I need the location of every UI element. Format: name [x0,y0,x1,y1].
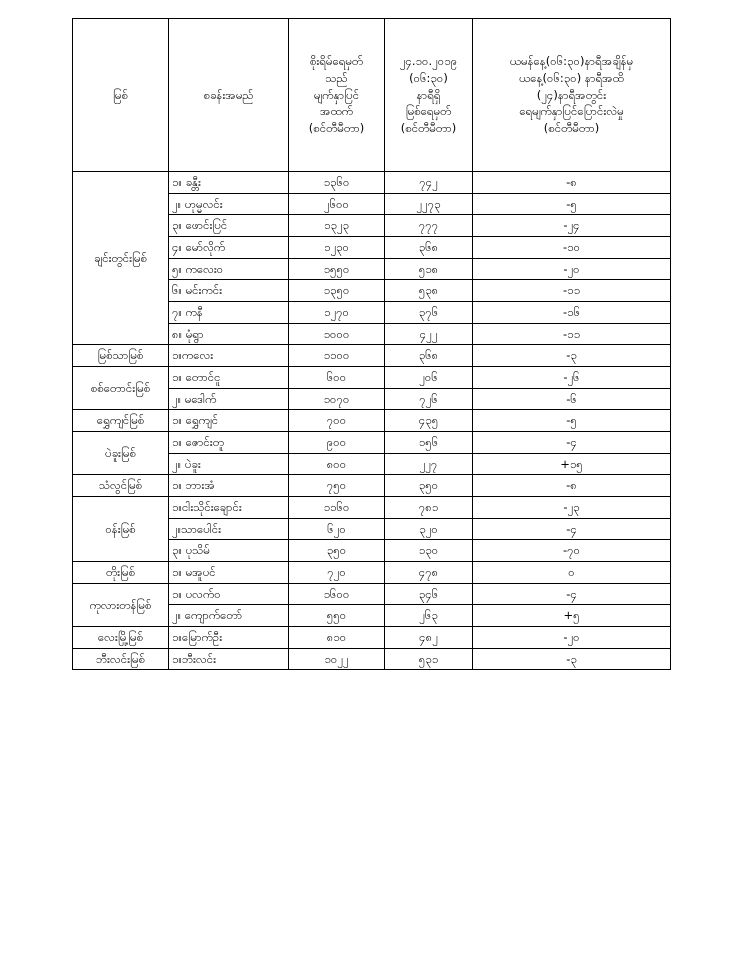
current-level-cell: ၄၃၅ [385,410,473,432]
danger-level-cell: ၁၃၆၀ [289,172,385,194]
change-cell: -၂၆ [473,367,671,389]
change-cell: -၂၀ [473,627,671,649]
station-cell: ၁။ငါးသိုင်းချောင်း [169,497,289,519]
change-cell: -၃ [473,345,671,367]
river-name-cell: ကုလားတန်မြစ် [73,583,169,626]
current-level-cell: ၂၆၃ [385,605,473,627]
danger-level-cell: ၁၅၅၀ [289,258,385,280]
table-row [73,648,671,670]
change-cell: ၀ [473,562,671,584]
danger-level-cell: ၆၂၀ [289,518,385,540]
table-header [73,19,671,172]
change-cell: -၂၄ [473,215,671,237]
current-level-cell: ၄၂၂ [385,323,473,345]
current-level-cell: ၂၂၇ [385,453,473,475]
current-level-cell: ၃၆၈ [385,345,473,367]
change-cell: +၅ [473,605,671,627]
change-cell: -၂၀ [473,258,671,280]
danger-level-cell: ၁၀၂၂ [289,648,385,670]
change-cell: -၁၆ [473,302,671,324]
station-cell: ၈။ မုံရွာ [169,323,289,345]
change-cell: -၈ [473,172,671,194]
river-name-cell: ဘီးလင်းမြစ် [73,648,169,670]
danger-level-cell: ၁၆၀၀ [289,583,385,605]
station-cell: ၁။ ခန္တီး [169,172,289,194]
current-level-cell: ၅၃၁ [385,648,473,670]
river-name-cell: မြစ်သာမြစ် [73,345,169,367]
current-level-cell: ၇၈၁ [385,497,473,519]
change-cell: +၁၅ [473,453,671,475]
danger-level-cell: ၅၅၀ [289,605,385,627]
station-cell: ၁။ ဘားအံ [169,475,289,497]
table-row [73,410,671,432]
table-row [73,172,671,194]
station-cell: ၂။ မဒေါက် [169,388,289,410]
river-name-cell: လေးမြို့မြစ် [73,627,169,649]
danger-level-cell: ၂၆၀၀ [289,193,385,215]
current-level-cell: ၁၅၆ [385,432,473,454]
station-cell: ၁။ မအူပင် [169,562,289,584]
change-cell: -၂၃ [473,497,671,519]
current-level-cell: ၇၇၇ [385,215,473,237]
table-row [73,367,671,389]
current-level-cell: ၇၄၂ [385,172,473,194]
danger-level-cell: ၁၁၆၀ [289,497,385,519]
river-name-cell: ဝန်းမြစ် [73,497,169,562]
current-level-cell: ၅၃၈ [385,280,473,302]
table-row [73,345,671,367]
danger-level-cell: ၇၂၀ [289,562,385,584]
danger-level-cell: ၈၁၀ [289,627,385,649]
danger-level-cell: ၁၂၃၀ [289,237,385,259]
table-row [73,562,671,584]
change-cell: -၁၁ [473,280,671,302]
current-level-cell: ၃၄၆ [385,583,473,605]
station-cell: ၂။ ပဲခူး [169,453,289,475]
current-level-cell: ၂၀၆ [385,367,473,389]
current-level-cell: ၃၅၀ [385,475,473,497]
current-level-cell: ၃၇၆ [385,302,473,324]
change-cell: -၈ [473,475,671,497]
change-cell: -၆ [473,388,671,410]
table-row [73,627,671,649]
station-cell: ၃။ ပုသိမ် [169,540,289,562]
column-header-change: ယမန်နေ့(၀၆:၃၀)နာရီအချိန်မှ ယနေ့(၀၆:၃၀) နာရီအထိ (၂၄)နာရီအတွင်း ရေမျက်နှာပြင်ပြောင်းလဲမှု (စင်တီမီတာ) [473,19,671,172]
station-cell: ၃။ ဖောင်းပြင် [169,215,289,237]
change-cell: -၄ [473,583,671,605]
change-cell: -၄ [473,518,671,540]
danger-level-cell: ၈၀၀ [289,453,385,475]
station-cell: ၁။ ပလက်ဝ [169,583,289,605]
river-water-level-table [72,18,671,670]
current-level-cell: ၁၃၀ [385,540,473,562]
column-header-current-level: ၂၄.၁၀.၂၀၁၉ (၀၆:၃၀) နာရီရှိ မြစ်ရေမှတ် (စင်တီမီတာ) [385,19,473,172]
table-body [73,172,671,670]
station-cell: ၂။ ဟုမ္မလင်း [169,193,289,215]
station-cell: ၁။ ဇောင်းတူ [169,432,289,454]
station-cell: ၇။ ကနီ [169,302,289,324]
station-cell: ၅။ ကလေးဝ [169,258,289,280]
danger-level-cell: ၁၃၅၀ [289,280,385,302]
danger-level-cell: ၁၂၇၀ [289,302,385,324]
current-level-cell: ၇၂၆ [385,388,473,410]
column-header-station: စခန်းအမည် [169,19,289,172]
river-name-cell: စစ်တောင်းမြစ် [73,367,169,410]
danger-level-cell: ၁၁၀၀ [289,345,385,367]
change-cell: -၅ [473,410,671,432]
change-cell: -၁၀ [473,237,671,259]
station-cell: ၁။မြောက်ဦး [169,627,289,649]
station-cell: ၁။ တောင်ငူ [169,367,289,389]
column-header-river: မြစ် [73,19,169,172]
danger-level-cell: ၃၅၀ [289,540,385,562]
table-row [73,432,671,454]
station-cell: ၂။ ကျောက်တော် [169,605,289,627]
river-name-cell: ရွှေကျင်မြစ် [73,410,169,432]
column-header-danger-level: စိုးရိမ်ရေမှတ် သည် မျက်နှာပြင် အထက် (စင်တီမီတာ) [289,19,385,172]
current-level-cell: ၄၈၂ [385,627,473,649]
danger-level-cell: ၆၀၀ [289,367,385,389]
danger-level-cell: ၁၀၇၀ [289,388,385,410]
station-cell: ၆။ မင်းကင်း [169,280,289,302]
danger-level-cell: ၇၀၀ [289,410,385,432]
change-cell: -၄ [473,432,671,454]
table-row [73,475,671,497]
river-name-cell: တိုးမြစ် [73,562,169,584]
change-cell: -၇၀ [473,540,671,562]
current-level-cell: ၃၆၈ [385,237,473,259]
river-name-cell: သံလွင်မြစ် [73,475,169,497]
station-cell: ၁။ ရွှေကျင် [169,410,289,432]
station-cell: ၁။ကလေး [169,345,289,367]
table-header-row [73,19,671,172]
danger-level-cell: ၁၃၂၃ [289,215,385,237]
danger-level-cell: ၉၀၀ [289,432,385,454]
current-level-cell: ၅၁၈ [385,258,473,280]
table-row [73,583,671,605]
danger-level-cell: ၁၀၀၀ [289,323,385,345]
river-name-cell: ချင်းတွင်းမြစ် [73,172,169,345]
station-cell: ၁။ဘီးလင်း [169,648,289,670]
station-cell: ၂။သာပေါင်း [169,518,289,540]
current-level-cell: ၃၂၀ [385,518,473,540]
danger-level-cell: ၇၅၀ [289,475,385,497]
table-row [73,497,671,519]
current-level-cell: ၄၇၈ [385,562,473,584]
river-name-cell: ပဲခူးမြစ် [73,432,169,475]
change-cell: -၃ [473,648,671,670]
station-cell: ၄။ မော်လိုက် [169,237,289,259]
change-cell: -၅ [473,193,671,215]
current-level-cell: ၂၂၇၃ [385,193,473,215]
change-cell: -၁၁ [473,323,671,345]
